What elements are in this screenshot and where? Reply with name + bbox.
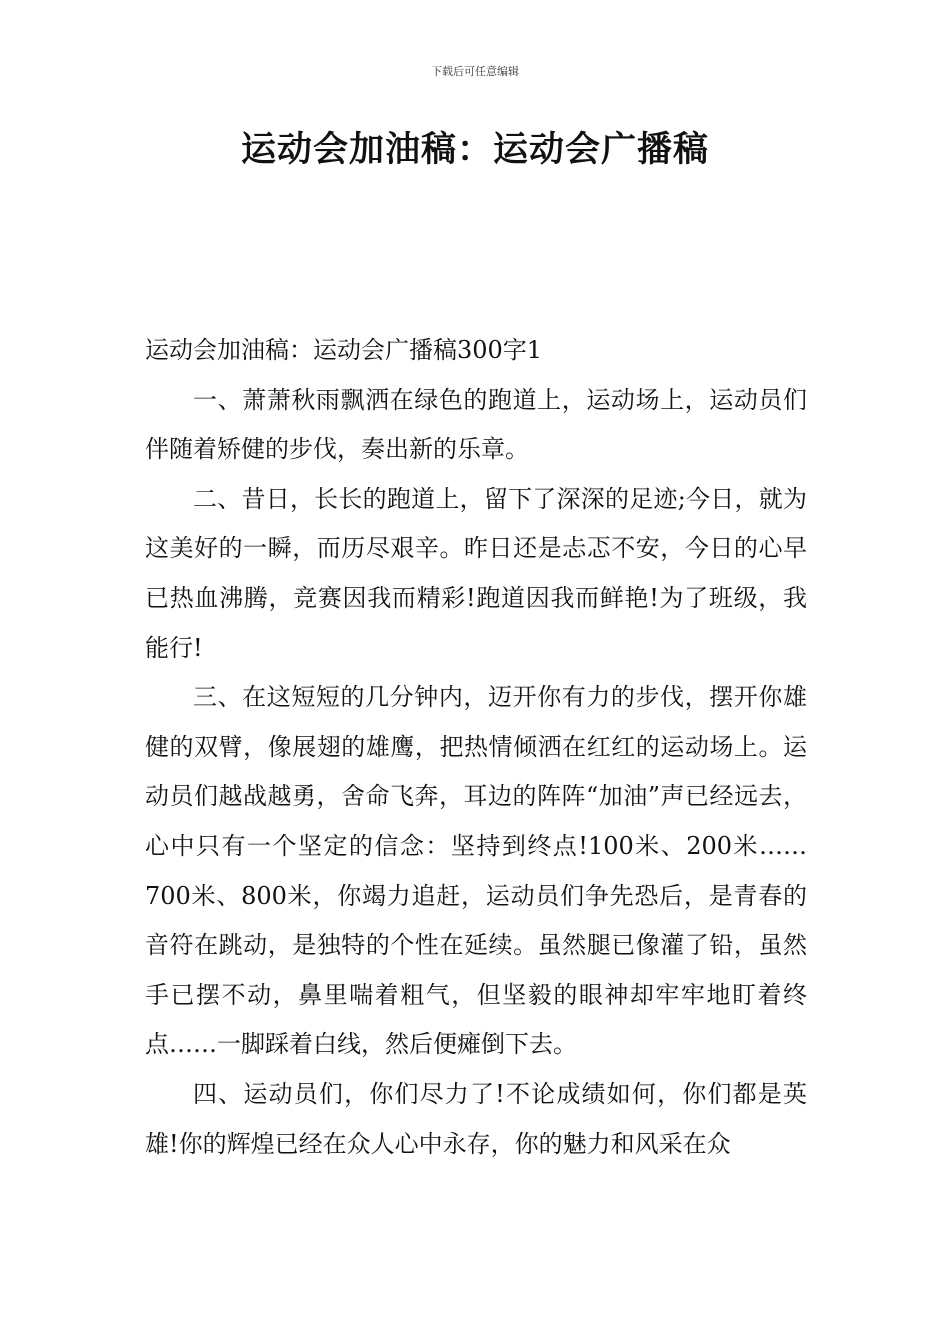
header-note: 下载后可任意编辑 bbox=[431, 65, 519, 78]
document-subtitle: 运动会加油稿：运动会广播稿300字1 bbox=[145, 336, 543, 364]
document-body bbox=[145, 326, 807, 1169]
document-title: 运动会加油稿：运动会广播稿 bbox=[240, 130, 709, 170]
paragraph-1: 一、萧萧秋雨飘洒在绿色的跑道上，运动场上，运动员们伴随着矫健的步伐，奏出新的乐章。 bbox=[145, 385, 807, 464]
paragraph-3: 三、在这短短的几分钟内，迈开你有力的步伐，摆开你雄健的双臂，像展翅的雄鹰，把热情倾洒在红红的运动场上。运动员们越战越勇，舍命飞奔，耳边的阵阵“加油”声已经远去，心中只有一个坚定的信念：坚持到终点!100米、200米……700米、800米，你竭力追赶，运动员们争先恐后，是青春的音符在跳动，是独特的个性在延续。虽然腿已像灌了铅，虽然手已摆不动，鼻里喘着粗气，但坚毅的眼神却牢牢地盯着终点……一脚踩着白线，然后便瘫倒下去。 bbox=[145, 683, 807, 1059]
paragraph-4: 四、运动员们，你们尽力了!不论成绩如何，你们都是英雄!你的辉煌已经在众人心中永存，你的魅力和风采在众 bbox=[145, 1079, 807, 1158]
paragraph-2: 二、昔日，长长的跑道上，留下了深深的足迹;今日，就为这美好的一瞬，而历尽艰辛。昨日还是忐忑不安，今日的心早已热血沸腾，竞赛因我而精彩!跑道因我而鲜艳!为了班级，我能行! bbox=[145, 484, 807, 662]
